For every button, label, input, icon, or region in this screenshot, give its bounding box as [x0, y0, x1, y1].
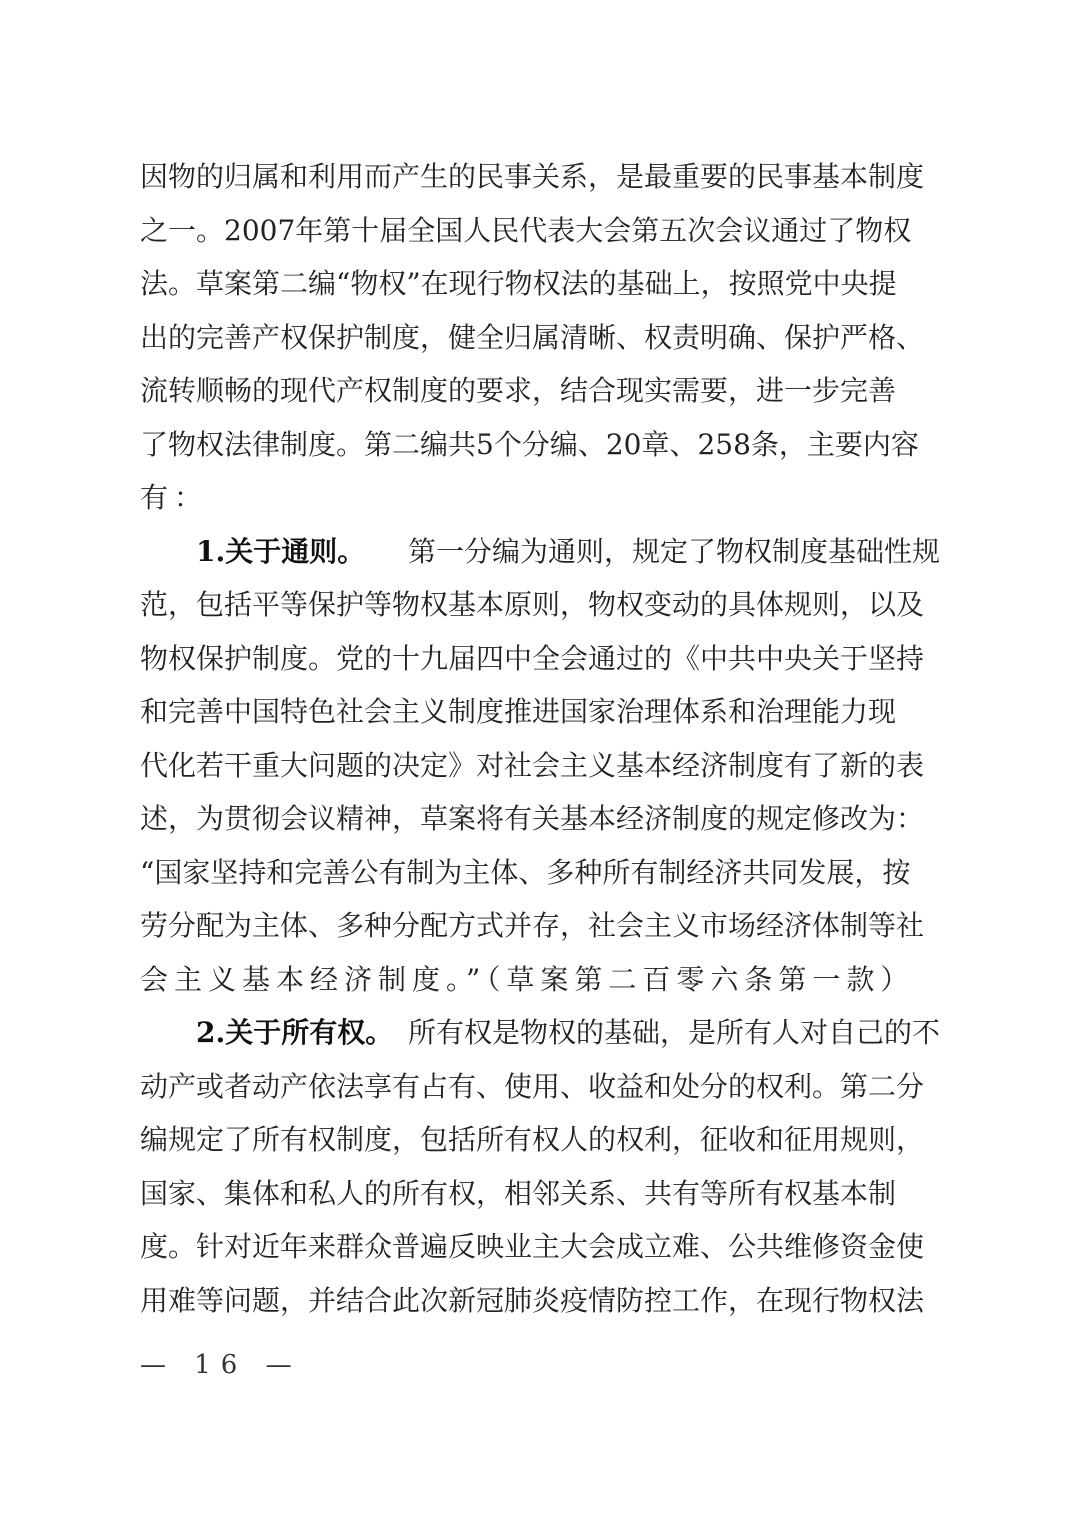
text-line: “国家坚持和完善公有制为主体、多种所有制经济共同发展，按: [140, 855, 911, 889]
paragraph-ownership: [140, 1006, 940, 1327]
paragraph-general-provisions: [140, 525, 940, 1007]
text-line: 出的完善产权保护制度，健全归属清晰、权责明确、保护严格、: [140, 320, 925, 354]
text-line-with-heading: [140, 1006, 940, 1060]
text-line: 有：: [140, 481, 209, 514]
text-line: 和完善中国特色社会主义制度推进国家治理体系和治理能力现: [140, 695, 897, 728]
paragraph-intro: [140, 150, 940, 525]
text-line: 流转顺畅的现代产权制度的要求，结合现实需要，进一步完善: [140, 374, 897, 407]
text-line: 国家、集体和私人的所有权，相邻关系、共有等所有权基本制: [140, 1176, 897, 1210]
text-line: 述，为贯彻会议精神，草案将有关基本经济制度的规定修改为：: [140, 802, 925, 835]
text-line: 劳分配为主体、多种分配方式并存，社会主义市场经济体制等社: [140, 909, 925, 942]
text-run: 所有权是物权的基础，是所有人对自己的不: [407, 1016, 940, 1049]
text-line: 用难等问题，并结合此次新冠肺炎疫情防控工作，在现行物权法: [140, 1283, 925, 1317]
text-line-with-heading: [140, 525, 940, 579]
text-line: 会主义基本经济制度。”（草案第二百零六条第一款）: [140, 962, 915, 996]
section-heading: 2.关于所有权。: [196, 1016, 394, 1049]
section-heading: 1.关于通则。: [196, 534, 366, 568]
text-line: 代化若干重大问题的决定》对社会主义基本经济制度有了新的表: [140, 748, 925, 782]
text-line: 度。针对近年来群众普遍反映业主大会成立难、公共维修资金使: [140, 1230, 925, 1263]
text-line: 物权保护制度。党的十九届四中全会通过的《中共中央关于坚持: [140, 641, 925, 675]
text-run: 第一分编为通则，规定了物权制度基础性规: [407, 534, 940, 568]
text-line: 动产或者动产依法享有占有、使用、收益和处分的权利。第二分: [140, 1069, 925, 1103]
document-body: [140, 150, 940, 1327]
text-line: 法。草案第二编“物权”在现行物权法的基础上，按照党中央提: [140, 267, 897, 300]
page-number: — 16 —: [140, 1350, 302, 1380]
text-line: 因物的归属和利用而产生的民事关系，是最重要的民事基本制度: [140, 160, 925, 193]
text-line: 范，包括平等保护等物权基本原则，物权变动的具体规则，以及: [140, 588, 925, 621]
text-line: 之一。2007年第十届全国人民代表大会第五次会议通过了物权: [140, 213, 912, 247]
text-line: 编规定了所有权制度，包括所有权人的权利，征收和征用规则，: [140, 1123, 925, 1156]
text-line: 了物权法律制度。第二编共5个分编、20章、258条，主要内容: [140, 427, 919, 461]
